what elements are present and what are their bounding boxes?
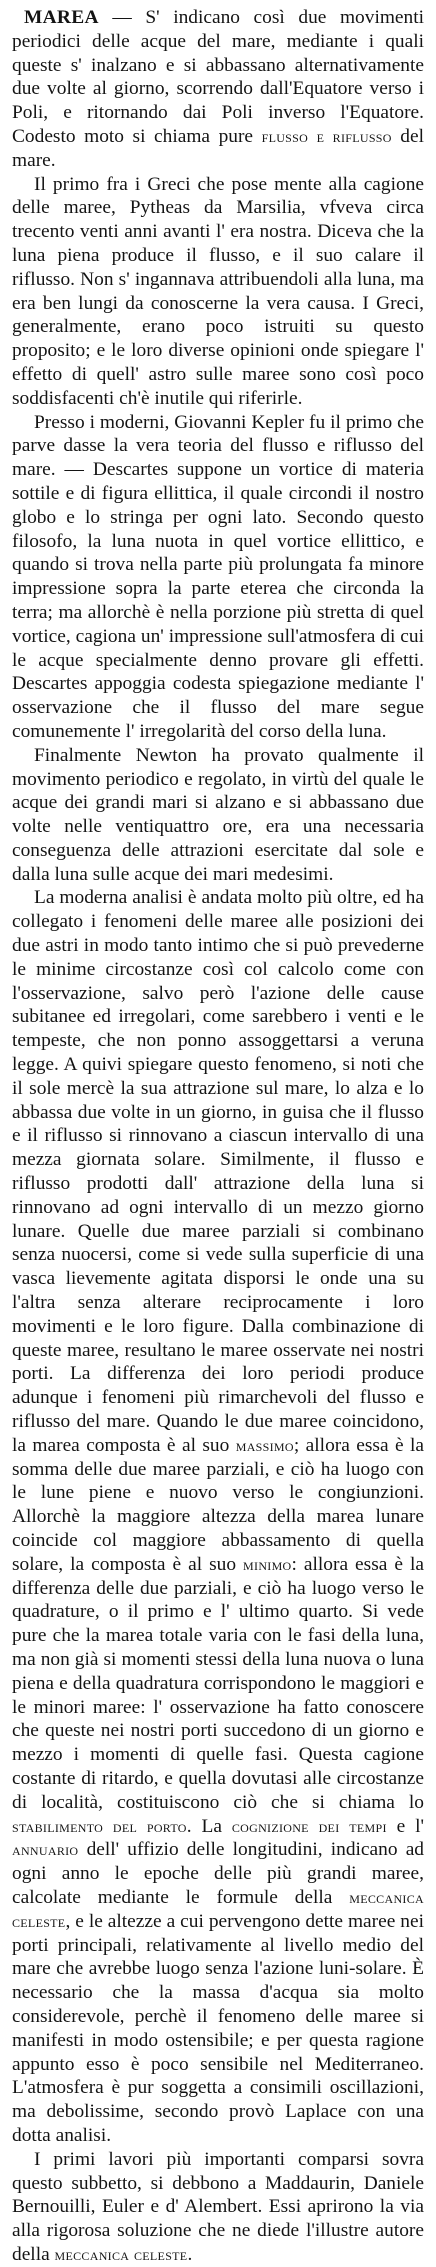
- small-caps-term: minimo: [243, 1553, 292, 1574]
- paragraph-modern-analysis: [12, 886, 424, 2147]
- small-caps-term: flusso e riflusso: [261, 125, 392, 146]
- paragraph-first-works: [12, 2148, 424, 2267]
- paragraph-definition: [12, 6, 424, 173]
- small-caps-term: stabilimento del porto: [12, 1815, 187, 1836]
- small-caps-term: cognizione dei tempi: [231, 1815, 387, 1836]
- entry-headword: MAREA: [24, 7, 99, 28]
- text-run: La moderna analisi è andata molto più oltre, ed ha collegato i fenomeni delle maree alle posizioni dei due astri in modo tanto intimo che si può prevederne le minime circostanze così col calcolo come con l'osservazione, salvo però l'azione delle cause subitanee ed irregolari, come sarebbero i venti e le tempeste, che non ponno assoggettarsi a veruna legge. A quivi spiegare questo fenomeno, si noti che il sole mercè la sua attrazione sul mare, lo alza e lo abbassa due volte in un giorno, in guisa che il flusso e il riflusso si rinnovano a ciascun intervallo di una mezza giornata solare. Similmente, il flusso e riflusso prodotti dall' attrazione della luna si rinnovano ad ogni intervallo di un mezzo giorno lunare. Quelle due maree parziali si combinano senza nuocersi, come si vede sulla superficie di una vasca lievemente agitata disporsi le onde una su l'altra senza alterare reciprocamente i loro movimenti e le loro figure. Dalla combinazione di queste maree, resultano le maree osservate nei nostri porti. La differenza dei loro periodi produce adunque i fenomeni più rimarchevoli del flusso e riflusso del mare. Quando le due maree coincidono, la marea composta è al suo: [12, 887, 424, 1456]
- text-run: — S' indicano così due movimenti periodici delle acque del mare, mediante i quali queste s' inalzano e si abbassano alternativamente due volte al giorno, scorrendo dall'Equatore verso i Poli, e ritornando dai Poli inverso l'Equatore. Codesto moto si chiama pure: [12, 7, 424, 147]
- small-caps-term: meccanica celeste: [54, 2243, 188, 2264]
- small-caps-term: massimo: [235, 1434, 294, 1455]
- text-run: del mare.: [12, 125, 424, 171]
- text-run: e l': [386, 1815, 424, 1837]
- text-run: . La: [186, 1815, 232, 1837]
- text-run: dell' uffizio delle longitudini, indicano ad ogni anno le epoche delle più grandi maree, calcolate mediante le formule della: [12, 1839, 424, 1908]
- paragraph-moderns: Presso i moderni, Giovanni Kepler fu il primo che parve dasse la vera teoria del flusso e riflusso del mare. — Descartes suppone un vortice di materia sottile e di figura ellittica, il quale circondi il nostro globo e lo stringa per ogni lato. Secondo questo filosofo, la luna nuota in quel vortice ellittico, e quando si trova nella parte più prolungata fa minore impressione sopra la parte eterea che circonda la terra; ma allorchè è nella porzione più stretta di quel vortice, cagiona un' impressione sull'atmosfera di cui le acque specialmente denno provare gli effetti. Descartes appoggia codesta spiegazione mediante l' osservazione che il flusso del mare segue comunemente l' irregolarità del corso della luna.: [12, 411, 424, 742]
- text-run: , e le altezze a cui pervengono dette maree nei porti principali, relativamente al livello medio del mare che avrebbe luogo senza l'azione luni-solare. È necessario che la massa d'acqua sia molto considerevole, perchè il fenomeno delle maree si manifesti in modo ostensibile; e per questa ragione appunto esso è poco sensibile nel Mediterraneo. L'atmosfera è pur soggetta a consimili oscillazioni, ma debolissime, secondo provò Laplace con una dotta analisi.: [12, 1910, 424, 2146]
- paragraph-greeks: Il primo fra i Greci che pose mente alla cagione delle maree, Pytheas da Marsilia, vfveva circa trecento venti anni avanti l' era nostra. Diceva che la luna piena produce il flusso, e il suo calare il riflusso. Non s' ingannava attribuendoli alla luna, ma era ben lungi da conoscerne la vera causa. I Greci, generalmente, erano poco istruiti su questo proposito; e le loro diverse opinioni onde spiegare l' effetto di quell' astro sulle maree sono così poco soddisfacenti ch'è inutile qui riferirle.: [12, 173, 424, 409]
- text-run: I primi lavori più importanti comparsi sovra questo subbetto, si debbono a Maddaurin, Daniele Bernouilli, Euler e d' Alembert. Essi aprirono la via alla rigorosa soluzione che ne diede l'illustre autore della: [12, 2148, 424, 2265]
- text-run: : allora essa è la differenza delle due parziali, e ciò ha luogo verso le quadrature, o il primo e l' ultimo quarto. Si vede pure che la marea totale varia con le fasi della luna, ma non già si momenti stessi della luna nuova o luna piena e della quadratura corrispondono le maggiori e le minori maree: l' osservazione ha fatto conoscere che queste nei nostri porti succedono di un giorno e mezzo i momenti di quelle fasi. Questa cagione costante di ritardo, e quella dovutasi alle circostanze di località, costituiscono ciò che si chiama lo: [12, 1553, 424, 1813]
- small-caps-term: meccanica celeste: [12, 1886, 424, 1931]
- small-caps-term: annuario: [12, 1839, 79, 1860]
- encyclopedia-entry-marea: [12, 6, 424, 2267]
- paragraph-newton: Finalmente Newton ha provato qualmente il movimento periodico e regolato, in virtù del quale le acque dei grandi mari si alzano e si abbassano due volte nelle ventiquattro ore, era una necessaria conseguenza delle attrazioni esercitate dal sole e dalla luna sulle acque dei mari medesimi.: [12, 744, 424, 885]
- text-run: .: [187, 2243, 193, 2265]
- text-run: ; allora essa è la somma delle due maree parziali, e ciò ha luogo con le lune piene e nuovo verso le congiunzioni. Allorchè la maggiore altezza della marea lunare coincide col maggiore abbassamento di quella solare, la composta è al suo: [12, 1434, 424, 1575]
